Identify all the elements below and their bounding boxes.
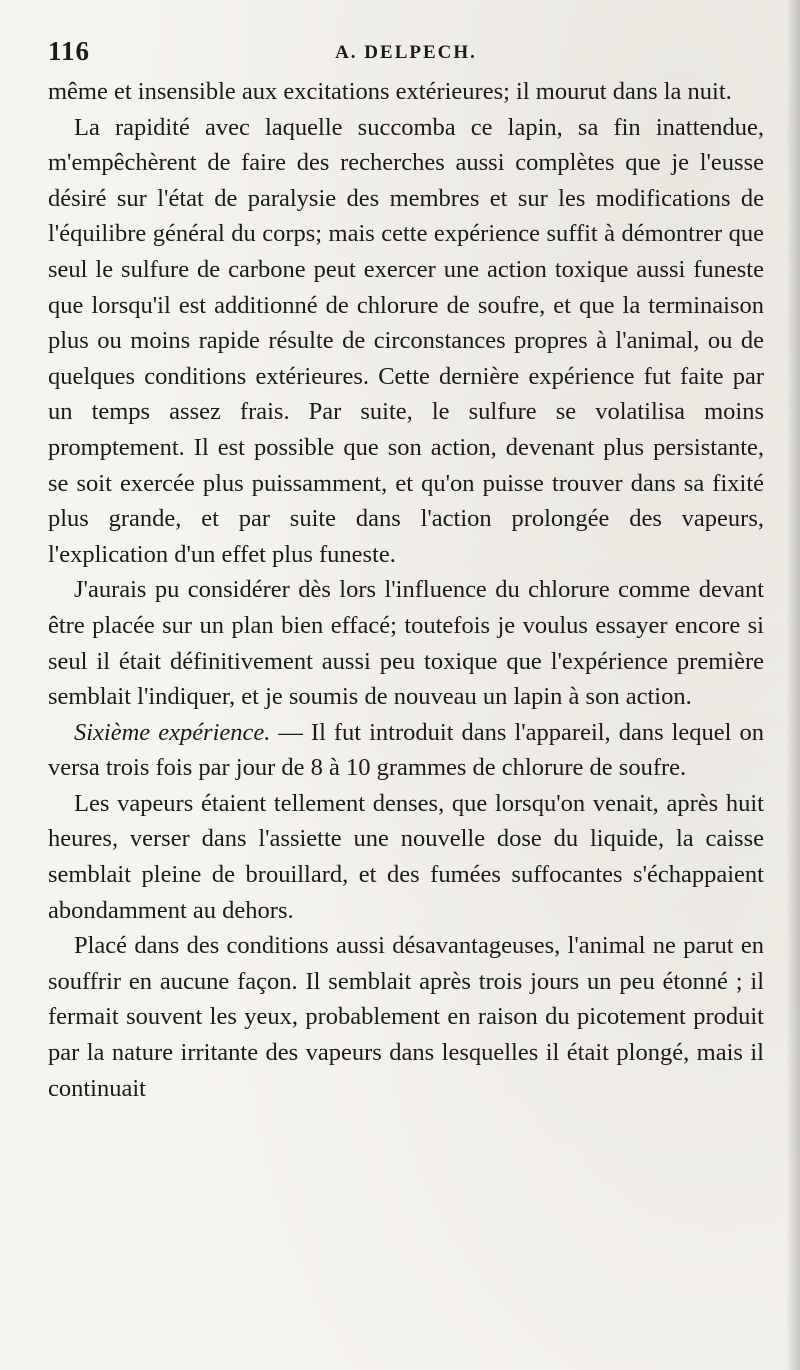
page-gutter-shadow — [786, 0, 800, 1370]
running-head — [48, 28, 764, 68]
body-text — [48, 74, 764, 1106]
page-number: 116 — [48, 36, 91, 66]
paragraph-experiment-heading — [48, 715, 764, 786]
running-head-author: A. DELPECH. — [335, 42, 477, 63]
paragraph-continuation: même et insensible aux excitations extérieures; il mourut dans la nuit. — [48, 78, 732, 105]
experiment-title: Sixième expérience. — [74, 718, 271, 746]
experiment-description: — Il fut introduit dans l'appareil, dans lequel on versa trois fois par jour de 8 à 10 grammes de chlorure de soufre. — [48, 718, 764, 782]
paragraph: Placé dans des conditions aussi désavantageuses, l'animal ne parut en souffrir en aucune façon. Il semblait après trois jours un peu étonné ; il fermait souvent les yeux, probablement en raison du picotement produit par la nature irritante des vapeurs dans lesquelles il était plongé, mais il continuait — [48, 932, 764, 1102]
paragraph: La rapidité avec laquelle succomba ce lapin, sa fin inattendue, m'empêchèrent de faire des recherches aussi complètes que je l'eusse désiré sur l'état de paralysie des membres et sur les modifications de l'équilibre général du corps; mais cette expérience suffit à démontrer que seul le sulfure de carbone peut exercer une action toxique aussi funeste que lorsqu'il est additionné de chlorure de soufre, et que la terminaison plus ou moins rapide résulte de circonstances propres à l'animal, ou de quelques conditions extérieures. Cette dernière expérience fut faite par un temps assez frais. Par suite, le sulfure se volatilisa moins promptement. Il est possible que son action, devenant plus persistante, se soit exercée plus puissamment, et qu'on puisse trouver dans sa fixité plus grande, et par suite dans l'action prolongée des vapeurs, l'explication d'un effet plus funeste. — [48, 113, 764, 568]
paragraph: J'aurais pu considérer dès lors l'influence du chlorure comme devant être placée sur un plan bien effacé; toutefois je voulus essayer encore si seul il était définitivement aussi peu toxique que l'expérience première semblait l'indiquer, et je soumis de nouveau un lapin à son action. — [48, 576, 764, 711]
paragraph: Les vapeurs étaient tellement denses, que lorsqu'on venait, après huit heures, verser dans l'assiette une nouvelle dose du liquide, la caisse semblait pleine de brouillard, et des fumées suffocantes s'échappaient abondamment au dehors. — [48, 789, 764, 924]
